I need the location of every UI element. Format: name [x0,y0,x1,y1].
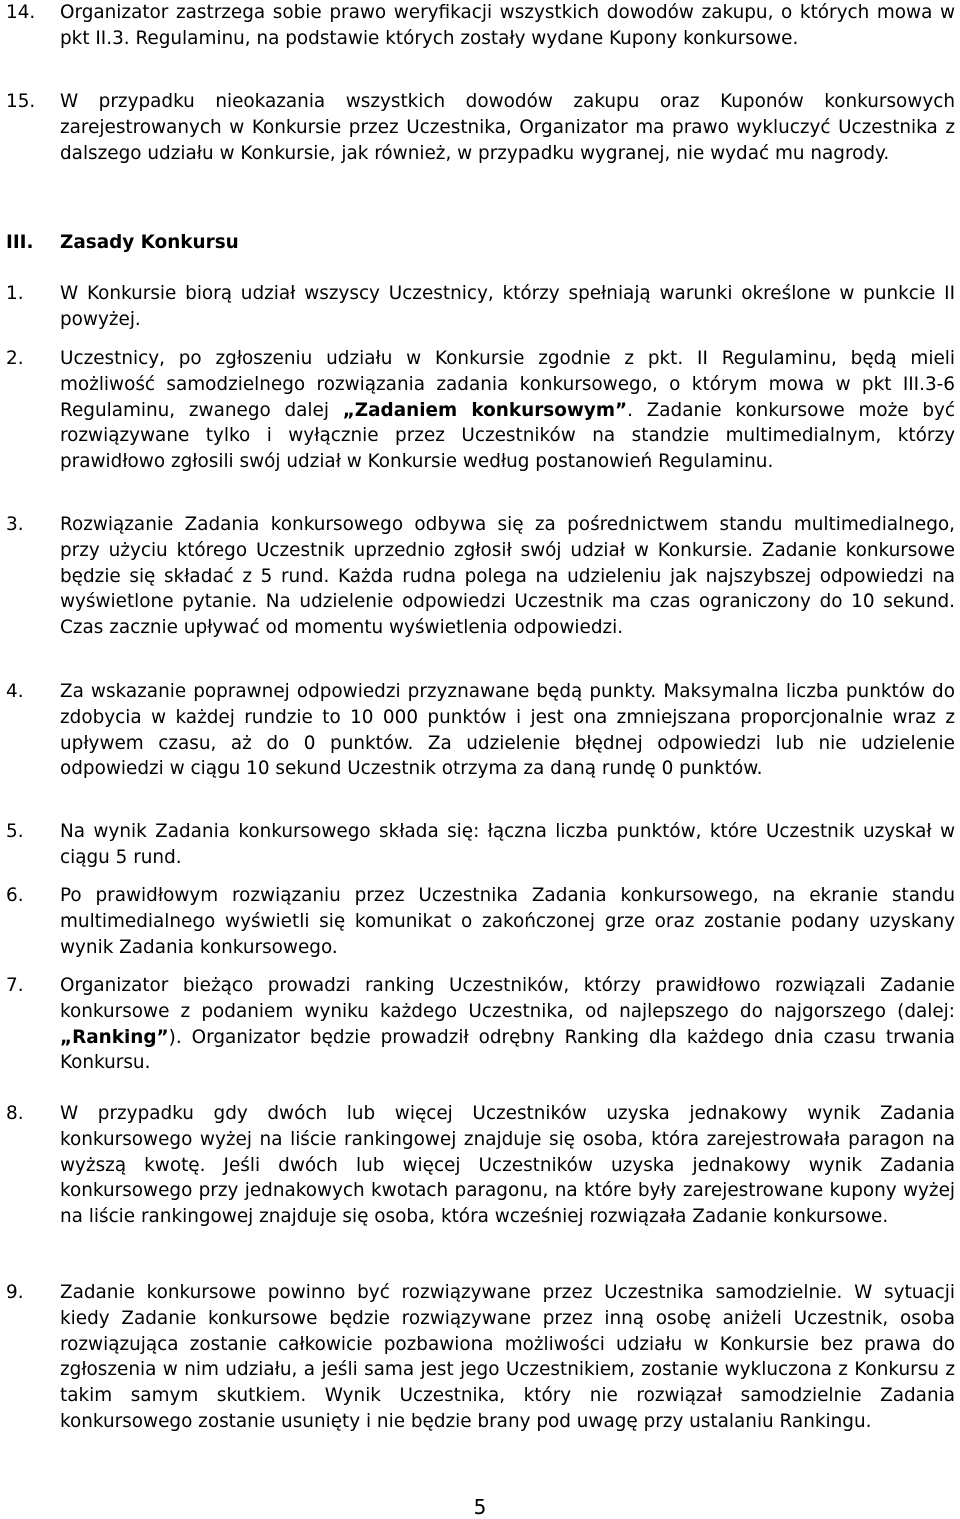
rule-text: Po prawidłowym rozwiązaniu przez Uczestnika Zadania konkursowego, na ekranie standu multimedialnego wyświetli się komunikat o zakończonej grze oraz zostanie podany uzyskany wynik Zadania konkursowego. [60,885,955,958]
paragraph-15 [0,89,960,166]
rule-5 [0,819,960,871]
rule-text [60,973,955,1076]
rule-text: Rozwiązanie Zadania konkursowego odbywa się za pośrednictwem standu multimedialnego, przy użyciu którego Uczestnik uprzednio zgłosił swój udział w Konkursie. Zadanie konkursowe będzie się składać z 5 rund. Każda rudna polega na udzieleniu jak najszybszej odpowiedzi na wyświetlone pytanie. Na udzielenie odpowiedzi Uczestnik ma czas ograniczony do 10 sekund. Czas zacznie upływać od momentu wyświetlenia odpowiedzi. [60,514,955,639]
rule-number: 1. [6,283,24,304]
rule-number: 5. [6,821,24,842]
rule-text-part: Organizator bieżąco prowadzi ranking Uczestników, którzy prawidłowo rozwiązali Zadanie konkursowe z podaniem wyniku każdego Uczestnika, od najlepszego do najgorszego (dalej: [60,975,955,1022]
rule-text: W przypadku gdy dwóch lub więcej Uczestników uzyska jednakowy wynik Zadania konkursowego wyżej na liście rankingowej znajduje się osoba, która zarejestrowała paragon na wyższą kwotę. Jeśli dwóch lub więcej Uczestników uzyska jednakowy wynik Zadania konkursowego przy jednakowych kwotach paragonu, na które były zarejestrowane kupony wyżej na liście rankingowej znajduje się osoba, która wcześniej rozwiązała Zadanie konkursowe. [60,1103,955,1228]
rule-number: 6. [6,885,24,906]
rule-text-part: . Zadanie konkursowe może być rozwiązywane tylko i wyłącznie przez Uczestników na standzie multimedialnym, którzy prawidłowo zgłosili swój udział w Konkursie według postanowień Regulaminu. [60,399,955,473]
rule-number: 8. [6,1103,24,1124]
rule-3 [0,512,960,641]
rule-number: 4. [6,681,24,702]
rule-text-part: ). Organizator będzie prowadził odrębny Ranking dla każdego dnia czasu trwania Konkursu. [60,1026,955,1074]
rule-text: Zadanie konkursowe powinno być rozwiązywane przez Uczestnika samodzielnie. W sytuacji kiedy Zadanie konkursowe będzie rozwiązywane przez inną osobę aniżeli Uczestnik, osoba rozwiązująca zostanie całkowicie pozbawiona możliwości udziału w Konkursie bez prawa do zgłoszenia w nim udziału, a jeśli sama jest jego Uczestnikiem, zostanie wykluczona z Konkursu z takim samym skutkiem. Wynik Uczestnika, który nie rozwiązał samodzielnie Zadania konkursowego zostanie usunięty i nie będzie brany pod uwagę przy ustalaniu Rankingu. [60,1282,955,1432]
section-heading [0,230,960,256]
rule-4 [0,679,960,782]
rule-2 [0,346,960,475]
section-number: III. [6,232,34,253]
rule-text-part: Uczestnicy, po zgłoszeniu udziału w Konkursie zgodnie z pkt. II Regulaminu, będą mieli możliwość samodzielnego rozwiązania zadania konkursowego, o którym mowa w pkt III.3-6 Regulaminu, zwanego dalej [60,348,955,421]
rule-number: 9. [6,1282,24,1303]
paragraph-number: 15. [6,91,36,112]
paragraph-14 [0,0,960,52]
rule-number: 3. [6,514,24,535]
rule-number: 7. [6,975,24,996]
defined-term: „Zadaniem konkursowym” [342,399,628,421]
paragraph-text: W przypadku nieokazania wszystkich dowodów zakupu oraz Kuponów konkursowych zarejestrowanych w Konkursie przez Uczestnika, Organizator ma prawo wykluczyć Uczestnika z dalszego udziału w Konkursie, jak również, w przypadku wygranej, nie wydać mu nagrody. [60,91,955,164]
defined-term: „Ranking” [60,1026,169,1048]
rule-text: Za wskazanie poprawnej odpowiedzi przyznawane będą punkty. Maksymalna liczba punktów do zdobycia w każdej rundzie to 10 000 punktów i jest ona zmniejszana proporcjonalnie wraz z upływem czasu, aż do 0 punktów. Za udzielenie błędnej odpowiedzi lub nie udzielenie odpowiedzi w ciągu 10 sekund Uczestnik otrzyma za daną rundę 0 punktów. [60,681,955,780]
rule-text: W Konkursie biorą udział wszyscy Uczestnicy, którzy spełniają warunki określone w punkcie II powyżej. [60,283,955,330]
rule-7 [0,973,960,1076]
rule-8 [0,1101,960,1230]
paragraph-number: 14. [6,2,36,23]
rule-number: 2. [6,348,24,369]
rule-6 [0,883,960,960]
rule-9 [0,1280,960,1435]
rule-1 [0,281,960,333]
rule-text: Na wynik Zadania konkursowego składa się: łączna liczba punktów, które Uczestnik uzyskał w ciągu 5 rund. [60,821,955,868]
rule-text [60,346,955,475]
page-number: 5 [473,1495,487,1519]
paragraph-text: Organizator zastrzega sobie prawo weryfikacji wszystkich dowodów zakupu, o których mowa w pkt II.3. Regulaminu, na podstawie których zostały wydane Kupony konkursowe. [60,2,955,49]
section-title: Zasady Konkursu [60,232,239,253]
